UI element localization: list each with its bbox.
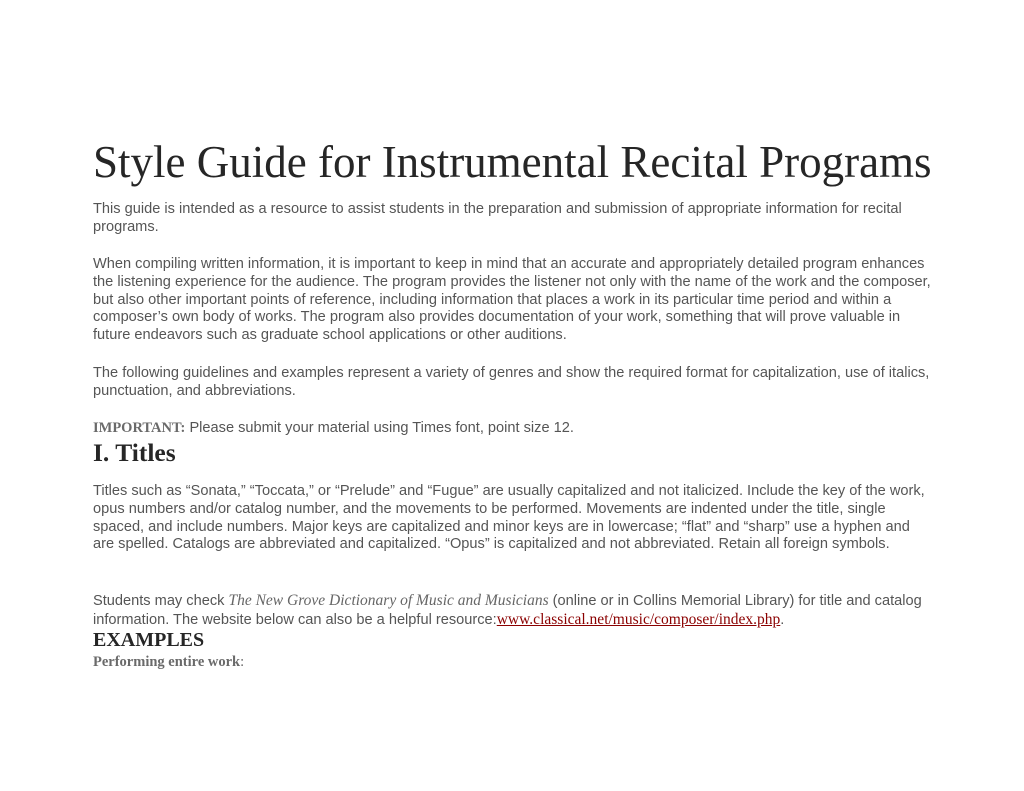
resource-middle: (online or in Collins Memorial Library) for title and catalog information. The website below can also be a helpful resource: [93, 593, 922, 628]
section-heading-titles: I. Titles [93, 438, 176, 467]
compiling-paragraph: When compiling written information, it is important to keep in mind that an accurate and appropriately detailed program enhances the listening experience for the audience. The program provides the listener not only with the name of the work and the composer, but also other important points of reference, including information that places a work in its particular time period and within a composer’s own body of works. The program also provides documentation of your work, something that will prove valuable in future endeavors such as graduate school applications or other auditions. [93, 256, 931, 344]
page-title: Style Guide for Instrumental Recital Programs [93, 137, 932, 187]
intro-paragraph: This guide is intended as a resource to assist students in the preparation and submission of appropriate information for recital programs. [93, 201, 902, 235]
important-text: Please submit your material using Times font, point size 12. [185, 420, 574, 436]
important-label: IMPORTANT: [93, 420, 186, 436]
resource-paragraph [93, 592, 933, 630]
examples-heading: EXAMPLES [93, 629, 205, 651]
titles-paragraph: Titles such as “Sonata,” “Toccata,” or “Prelude” and “Fugue” are usually capitalized and not italicized. Include the key of the work, opus numbers and/or catalog number, and the movements to be performed. Movements are indented under the title, single spaced, and include numbers. Major keys are capitalized and minor keys are in lowercase; “flat” and “sharp” use a hyphen and are spelled. Catalogs are abbreviated and capitalized. “Opus” is capitalized and not abbreviated. Retain all foreign symbols. [93, 483, 925, 553]
book-title: The New Grove Dictionary of Music and Musicians [228, 592, 549, 609]
resource-suffix: . [780, 611, 785, 628]
examples-subheading [93, 653, 244, 671]
resource-prefix: Students may check [93, 593, 229, 609]
resource-link[interactable]: www.classical.net/music/composer/index.php [496, 610, 781, 628]
guidelines-paragraph: The following guidelines and examples represent a variety of genres and show the required format for capitalization, use of italics, punctuation, and abbreviations. [93, 365, 930, 399]
examples-subheading-colon: : [240, 654, 245, 670]
important-note [93, 420, 933, 438]
examples-subheading-label: Performing entire work [93, 654, 241, 670]
